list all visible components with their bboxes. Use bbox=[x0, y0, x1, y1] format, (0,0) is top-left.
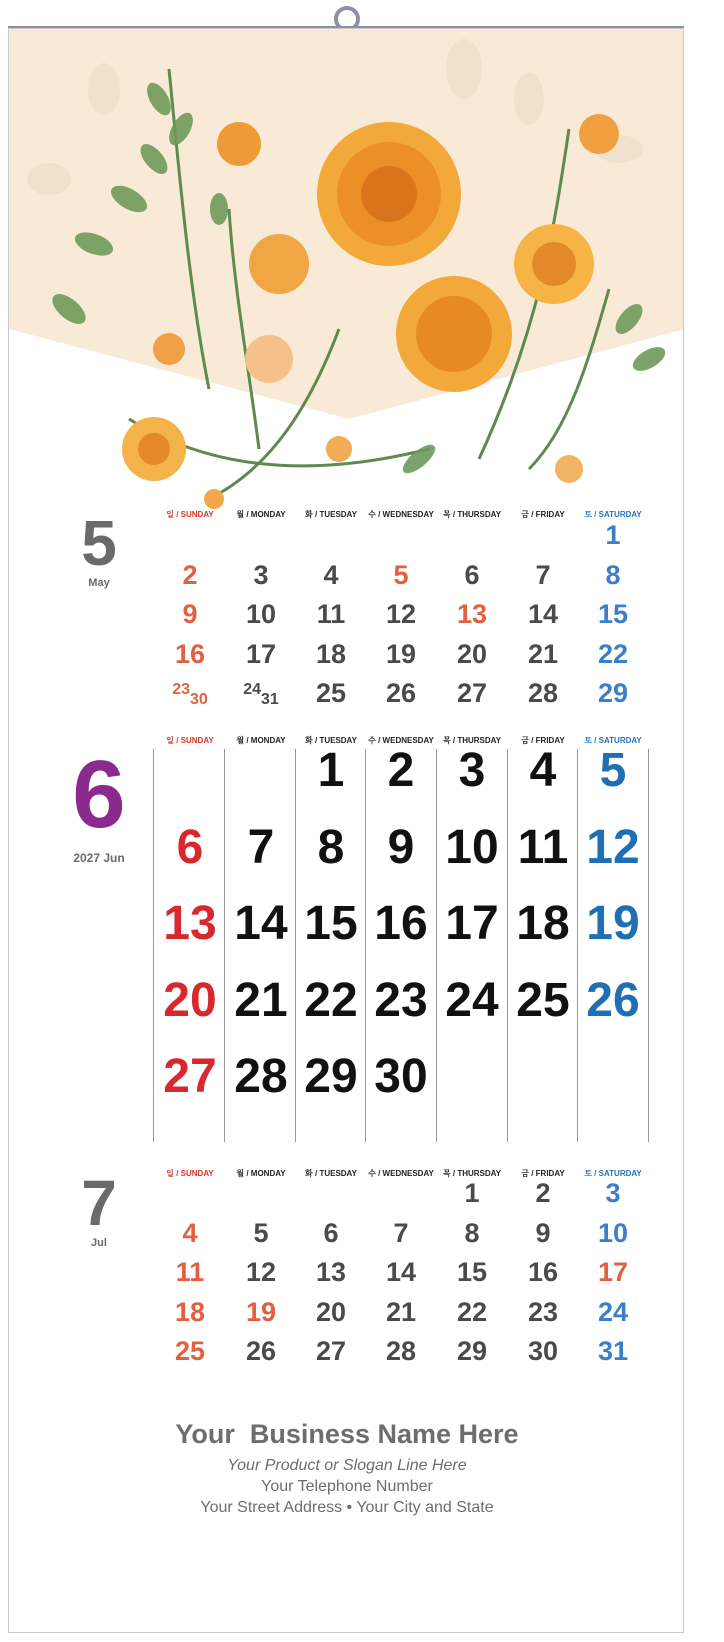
june-month-year: 2027 Jun bbox=[73, 851, 125, 865]
july-day-cell: 2 bbox=[535, 1178, 551, 1208]
july-day-cell: 27 bbox=[315, 1336, 347, 1366]
june-day-cell: 29 bbox=[304, 1050, 358, 1103]
july-day-cell: 19 bbox=[245, 1296, 277, 1327]
july-day-cell: 7 bbox=[393, 1217, 409, 1248]
july-day-cell: 31 bbox=[597, 1336, 629, 1366]
may-weekday-header: 토 / SATURDAY bbox=[584, 510, 642, 519]
july-day-cell: 22 bbox=[456, 1296, 488, 1327]
july-weekday-header: 일 / SUNDAY bbox=[166, 1169, 214, 1178]
july-day-cell: 16 bbox=[527, 1257, 559, 1287]
may-day-cell: 14 bbox=[527, 599, 559, 629]
june-day-cell: 18 bbox=[516, 897, 570, 950]
july-day-cell: 10 bbox=[597, 1217, 629, 1248]
june-day-cell: 5 bbox=[599, 744, 627, 797]
may-day-cell: 29 bbox=[597, 678, 629, 708]
july-day-cell: 28 bbox=[385, 1336, 417, 1366]
july-weekday-header: 금 / FRIDAY bbox=[521, 1169, 565, 1178]
july-day-cell: 9 bbox=[535, 1217, 551, 1248]
july-weekday-header: 토 / SATURDAY bbox=[584, 1169, 642, 1178]
june-day-cell: 30 bbox=[374, 1050, 428, 1103]
june-weekday-header: 월 / MONDAY bbox=[236, 736, 286, 745]
grid-divider bbox=[153, 749, 154, 1142]
july-month-number: 7 bbox=[81, 1167, 117, 1239]
june-day-cell: 7 bbox=[247, 820, 275, 874]
business-address: Your Street Address • Your City and State bbox=[200, 1499, 494, 1516]
may-day-cell: 19 bbox=[385, 638, 417, 669]
may-day-cell: 17 bbox=[245, 638, 277, 669]
july-day-cell: 12 bbox=[245, 1257, 277, 1287]
may-weekday-header: 목 / THURSDAY bbox=[442, 510, 502, 519]
may-day-cell: 3 bbox=[253, 559, 269, 590]
july-day-cell: 26 bbox=[245, 1336, 277, 1366]
july-month-name: Jul bbox=[91, 1237, 107, 1249]
may-month-number: 5 bbox=[81, 507, 117, 579]
june-day-cell: 19 bbox=[586, 897, 640, 950]
july-day-cell: 8 bbox=[464, 1217, 480, 1248]
july-day-cell: 3 bbox=[605, 1178, 621, 1208]
grid-divider bbox=[365, 749, 366, 1142]
may-day-cell: 26 bbox=[385, 678, 417, 708]
july-weekday-header: 목 / THURSDAY bbox=[442, 1169, 502, 1178]
may-day-cell: 2431 bbox=[243, 681, 279, 708]
may-day-cell: 15 bbox=[597, 599, 629, 629]
june-day-cell: 2 bbox=[387, 744, 415, 797]
grid-divider bbox=[507, 749, 508, 1142]
may-day-cell: 10 bbox=[245, 599, 277, 629]
may-day-cell: 4 bbox=[323, 559, 339, 590]
july-day-cell: 5 bbox=[253, 1217, 269, 1248]
june-day-cell: 28 bbox=[234, 1050, 288, 1103]
june-day-cell: 20 bbox=[163, 973, 217, 1027]
grid-divider bbox=[648, 749, 649, 1142]
may-day-cell: 13 bbox=[456, 599, 488, 629]
july-day-cell: 18 bbox=[174, 1296, 206, 1327]
may-day-cell: 22 bbox=[597, 638, 629, 669]
june-day-cell: 24 bbox=[445, 973, 499, 1027]
june-month-label bbox=[49, 741, 149, 865]
june-day-cell: 12 bbox=[586, 820, 640, 874]
may-day-cell: 1 bbox=[605, 520, 621, 550]
grid-divider bbox=[224, 749, 225, 1142]
may-day-cell: 12 bbox=[385, 599, 417, 629]
business-phone: Your Telephone Number bbox=[261, 1478, 433, 1495]
june-day-cell: 4 bbox=[529, 744, 557, 797]
june-weekday-header: 금 / FRIDAY bbox=[521, 736, 565, 745]
calendar-sheet bbox=[8, 28, 684, 1633]
june-day-cell: 22 bbox=[304, 973, 358, 1027]
july-weekday-header: 화 / TUESDAY bbox=[305, 1169, 357, 1178]
may-day-cell: 28 bbox=[527, 678, 559, 708]
june-weekday-header: 화 / TUESDAY bbox=[305, 736, 357, 745]
may-day-cell: 21 bbox=[527, 638, 559, 669]
july-day-cell: 29 bbox=[456, 1336, 488, 1366]
july-weekday-header: 월 / MONDAY bbox=[236, 1169, 286, 1178]
may-day-cell: 6 bbox=[464, 559, 480, 590]
grid-divider bbox=[436, 749, 437, 1142]
may-weekday-header: 화 / TUESDAY bbox=[305, 510, 357, 519]
july-day-cell: 4 bbox=[182, 1217, 198, 1248]
july-day-cell: 21 bbox=[385, 1296, 417, 1327]
grid-divider bbox=[577, 749, 578, 1142]
may-month-label bbox=[64, 507, 134, 589]
june-day-cell: 16 bbox=[374, 897, 428, 950]
june-day-cell: 17 bbox=[445, 897, 499, 950]
july-day-cell: 17 bbox=[597, 1257, 629, 1287]
june-day-cell: 26 bbox=[586, 973, 640, 1027]
june-day-cell: 23 bbox=[374, 973, 428, 1027]
june-weekday-header: 토 / SATURDAY bbox=[584, 736, 642, 745]
july-day-cell: 20 bbox=[315, 1296, 347, 1327]
may-day-cell: 8 bbox=[605, 559, 621, 590]
june-day-cell: 27 bbox=[163, 1050, 217, 1103]
june-day-cell: 25 bbox=[516, 973, 570, 1027]
june-day-cell: 10 bbox=[445, 820, 499, 874]
may-month-name: May bbox=[88, 577, 110, 589]
june-day-cell: 14 bbox=[234, 897, 288, 950]
may-day-cell: 7 bbox=[535, 559, 551, 590]
june-day-cell: 21 bbox=[234, 973, 288, 1027]
june-day-cell: 15 bbox=[304, 897, 358, 950]
grid-divider bbox=[295, 749, 296, 1142]
june-day-cell: 8 bbox=[317, 820, 345, 874]
june-day-cell: 9 bbox=[387, 820, 415, 874]
july-day-cell: 25 bbox=[174, 1336, 206, 1366]
business-name: Your Business Name Here bbox=[175, 1419, 519, 1449]
may-weekday-header: 일 / SUNDAY bbox=[166, 510, 214, 519]
july-day-cell: 13 bbox=[315, 1257, 347, 1287]
june-day-cell: 1 bbox=[317, 744, 345, 797]
july-month-label bbox=[64, 1167, 134, 1249]
july-day-cell: 6 bbox=[323, 1217, 339, 1248]
may-day-cell: 5 bbox=[393, 559, 409, 590]
june-weekday-header: 일 / SUNDAY bbox=[166, 736, 214, 745]
july-day-cell: 15 bbox=[456, 1257, 488, 1287]
may-day-cell: 16 bbox=[174, 638, 206, 669]
june-day-cell: 6 bbox=[176, 820, 204, 874]
july-day-cell: 11 bbox=[175, 1257, 205, 1287]
june-weekday-header: 수 / WEDNESDAY bbox=[368, 736, 434, 745]
july-day-cell: 1 bbox=[464, 1178, 480, 1208]
june-month-number: 6 bbox=[72, 741, 126, 848]
june-day-cell: 13 bbox=[163, 897, 217, 950]
may-day-cell: 2330 bbox=[172, 681, 208, 708]
june-day-cell: 11 bbox=[517, 820, 569, 874]
may-day-cell: 25 bbox=[315, 678, 347, 708]
may-weekday-header: 월 / MONDAY bbox=[236, 510, 286, 519]
may-day-cell: 9 bbox=[182, 599, 198, 629]
july-day-cell: 23 bbox=[527, 1296, 559, 1327]
july-day-cell: 24 bbox=[597, 1296, 629, 1327]
may-weekday-header: 수 / WEDNESDAY bbox=[368, 510, 434, 519]
june-day-cell: 3 bbox=[458, 744, 486, 797]
floral-artwork bbox=[9, 29, 684, 529]
july-day-cell: 14 bbox=[385, 1257, 417, 1287]
may-day-cell: 11 bbox=[316, 599, 346, 629]
july-day-cell: 30 bbox=[527, 1336, 559, 1366]
may-weekday-header: 금 / FRIDAY bbox=[521, 510, 565, 519]
may-day-cell: 27 bbox=[456, 678, 488, 708]
may-day-cell: 2 bbox=[182, 559, 198, 590]
july-weekday-header: 수 / WEDNESDAY bbox=[368, 1169, 434, 1178]
may-day-cell: 20 bbox=[456, 638, 488, 669]
may-day-cell: 18 bbox=[315, 638, 347, 669]
june-weekday-header: 목 / THURSDAY bbox=[442, 736, 502, 745]
business-slogan: Your Product or Slogan Line Here bbox=[227, 1457, 467, 1474]
